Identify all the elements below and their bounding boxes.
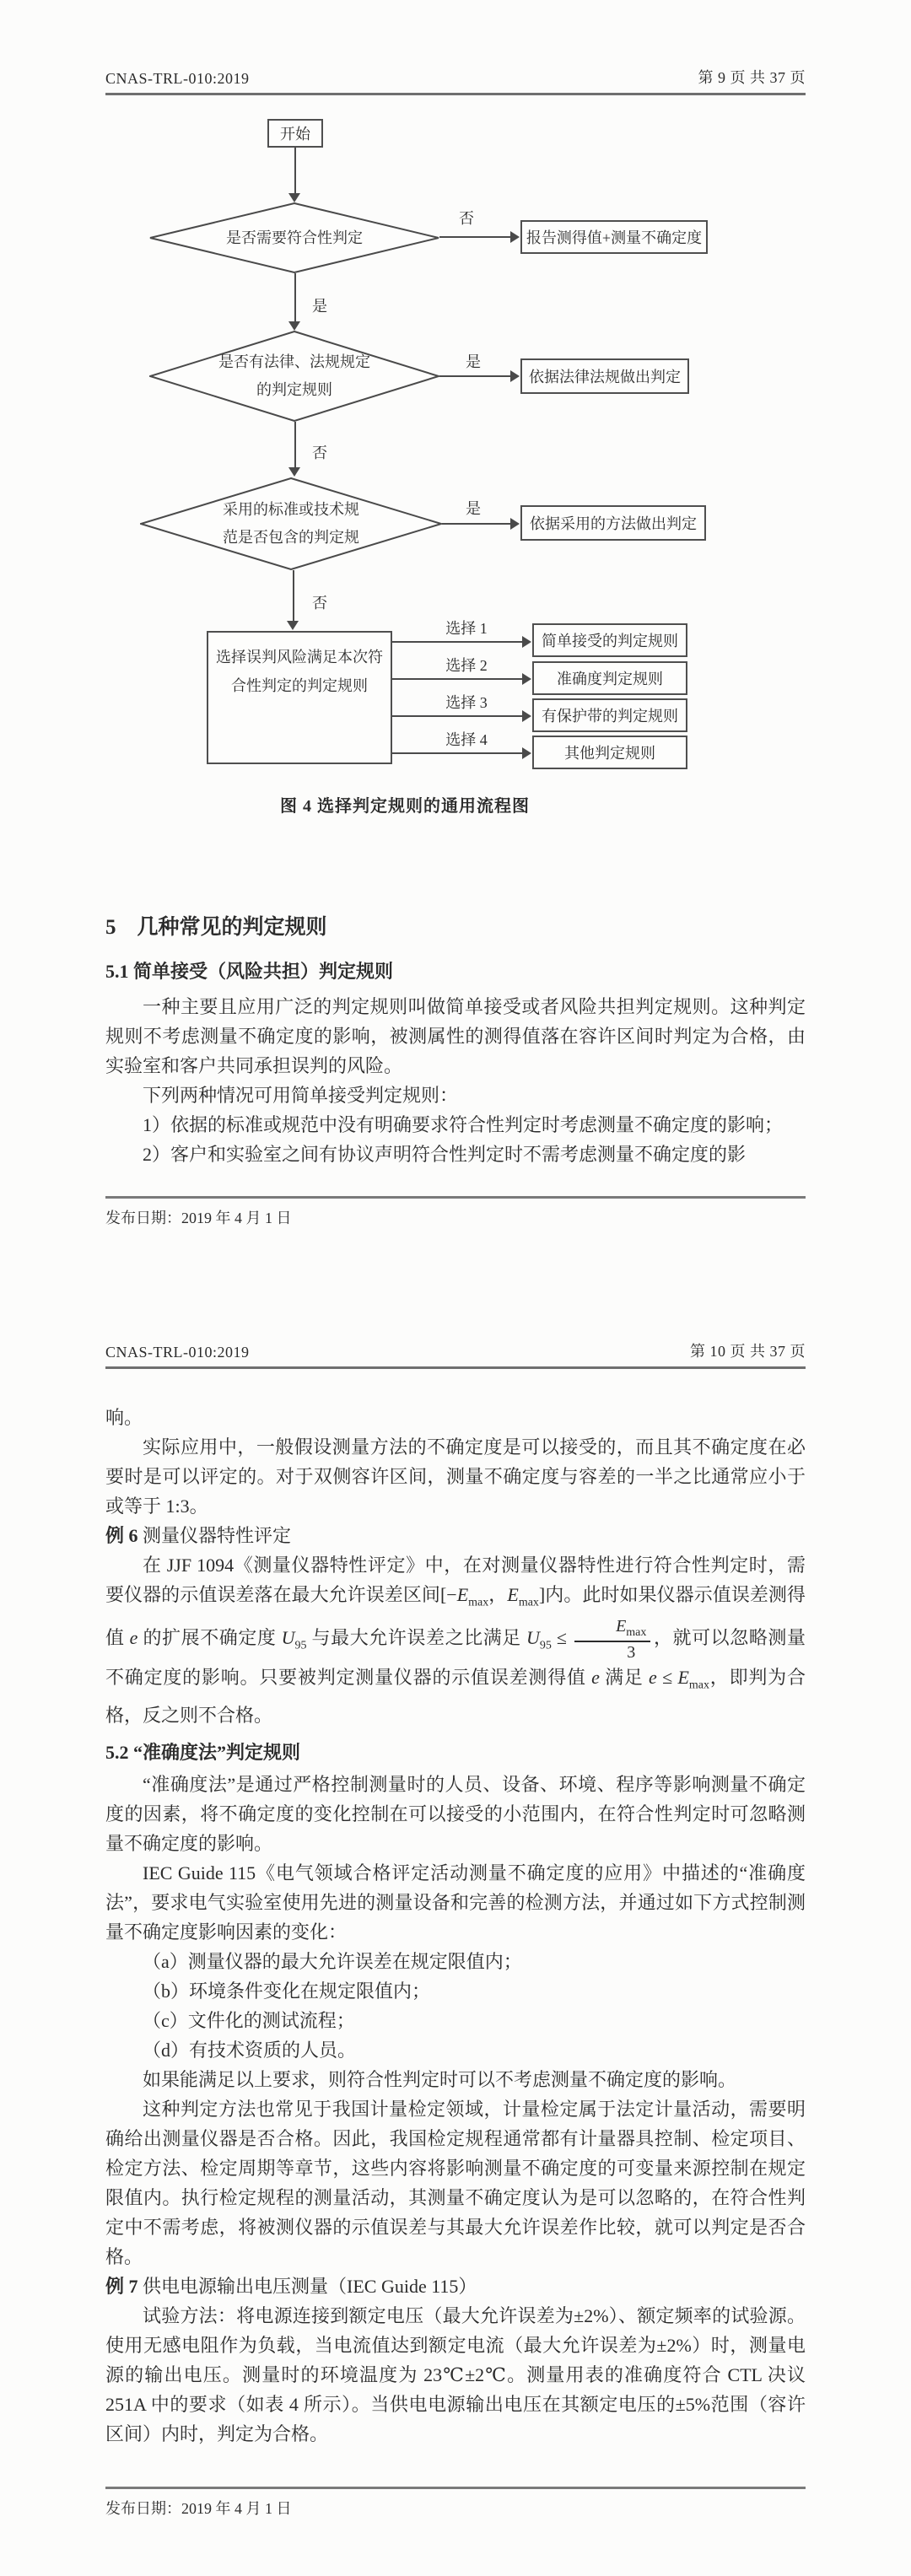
connector-line bbox=[439, 236, 512, 238]
math-subscript: max bbox=[518, 1596, 539, 1609]
paragraph-continuation: 响。 bbox=[105, 1407, 143, 1428]
paragraph: 下列两种情况可用简单接受判定规则： bbox=[143, 1085, 459, 1106]
connector-line bbox=[293, 570, 294, 622]
example-7-heading bbox=[105, 2272, 806, 2301]
connector-line bbox=[392, 752, 524, 754]
decision-standard-rules bbox=[140, 477, 442, 570]
doc-number: CNAS-TRL-010:2019 bbox=[105, 70, 250, 87]
branch-yes-label: 是 bbox=[312, 298, 327, 315]
fraction-numerator bbox=[574, 1617, 650, 1642]
math-symbol-U: U bbox=[526, 1627, 540, 1649]
paragraph: “准确度法”是通过严格控制测量时的人员、设备、环境、程序等影响测量不确定度的因素，将不确定度的变化控制在可以接受的小范围内，在符合性判定时可忽略测量不确定度的影响。 bbox=[105, 1773, 806, 1854]
page-9 bbox=[0, 0, 911, 1274]
paragraph: 试验方法：将电源连接到额定电压（最大允许误差为±2%）、额定频率的试验源。使用无感电阻作为负载，当电流值达到额定电流（最大允许误差为±2%）时，测量电源的输出电压。测量时的环境温度为 23℃±2℃。测量用表的准确度符合 CTL 决议 251A 中的要求（如表 4 所示）。当供电电源输出电压在其额定电压的±5%范围（容许区间）内时，判定为合格。 bbox=[105, 2304, 806, 2444]
header-rule bbox=[105, 1366, 806, 1369]
rule-box-accuracy-label: 准确度判定规则 bbox=[557, 671, 663, 687]
rule-box-simple-accept bbox=[532, 623, 687, 657]
rule-box-accuracy bbox=[532, 661, 687, 695]
page-9-header bbox=[105, 0, 806, 88]
result-box-method bbox=[520, 505, 706, 541]
result-box-report-label: 报告测得值+测量不确定度 bbox=[526, 229, 703, 246]
example-7-title: 供电电源输出电压测量（IEC Guide 115） bbox=[143, 2275, 477, 2297]
math-subscript: max bbox=[468, 1596, 489, 1609]
math-subscript: max bbox=[688, 1679, 710, 1692]
math-symbol-E: E bbox=[507, 1584, 519, 1605]
connector-line bbox=[392, 678, 524, 680]
connector-line bbox=[442, 523, 512, 525]
connector-line bbox=[439, 375, 512, 377]
paragraph: 如果能满足以上要求，则符合性判定时可以不考虑测量不确定度的影响。 bbox=[143, 2068, 737, 2090]
math-symbol-e: e bbox=[591, 1667, 600, 1689]
publish-date: 发布日期：2019 年 4 月 1 日 bbox=[105, 1210, 292, 1226]
fraction-denominator: 3 bbox=[627, 1643, 636, 1663]
section-5-2-title: 5.2 “准确度法”判定规则 bbox=[105, 1741, 301, 1763]
result-box-law-label: 依据法律法规做出判定 bbox=[529, 369, 681, 385]
page-10-header bbox=[105, 1274, 806, 1361]
math-symbol-E: E bbox=[616, 1617, 627, 1636]
example-6-title: 测量仪器特性评定 bbox=[143, 1525, 292, 1546]
arrow-right-icon bbox=[522, 747, 531, 759]
math-fraction bbox=[574, 1617, 650, 1663]
page-number: 第 9 页 共 37 页 bbox=[698, 69, 806, 86]
math-subscript: 95 bbox=[539, 1639, 552, 1652]
arrow-down-icon bbox=[288, 193, 300, 202]
math-subscript: 95 bbox=[294, 1639, 307, 1652]
arrow-right-icon bbox=[522, 710, 531, 722]
example-7-label: 例 7 bbox=[105, 2275, 138, 2297]
rule-box-guard-band bbox=[532, 698, 687, 732]
text-run: ≤ bbox=[551, 1627, 573, 1649]
text-run: 在 JJF 1094《测量仪器特性评定》中，在对测量仪器特性进行符合性判定时，需要仪器的示值误差落在最大允许误差区间[− bbox=[105, 1555, 806, 1605]
branch-no-label: 否 bbox=[312, 595, 327, 612]
result-box-method-label: 依据采用的方法做出判定 bbox=[530, 515, 697, 532]
select-risk-line1: 选择误判风险满足本次符 bbox=[216, 649, 383, 666]
list-item-2: 2）客户和实验室之间有协议声明符合性判定时不需考虑测量不确定度的影 bbox=[143, 1144, 747, 1165]
list-item-c: （c）文件化的测试流程； bbox=[143, 2009, 355, 2031]
page-10 bbox=[0, 1274, 911, 2576]
choice-3-label: 选择 3 bbox=[445, 694, 488, 711]
branch-no-label: 否 bbox=[459, 210, 474, 227]
example-6-heading bbox=[105, 1521, 806, 1550]
page-number: 第 10 页 共 37 页 bbox=[690, 1343, 806, 1360]
flow-start-node bbox=[267, 119, 323, 148]
decision-need-conformity-label: 是否需要符合性判定 bbox=[226, 229, 363, 246]
choice-1-label: 选择 1 bbox=[445, 620, 488, 637]
list-item-a: （a）测量仪器的最大允许误差在规定限值内； bbox=[143, 1950, 522, 1972]
text-run: ，即判为合格，反之则不合格。 bbox=[105, 1667, 806, 1726]
list-item-d: （d）有技术资质的人员。 bbox=[143, 2039, 357, 2061]
select-risk-line2: 合性判定的判定规则 bbox=[231, 677, 368, 694]
example-6-body bbox=[105, 1550, 806, 1730]
doc-number: CNAS-TRL-010:2019 bbox=[105, 1344, 250, 1361]
text-run: ]内。此时如果仪器示值误差测得值 bbox=[105, 1584, 806, 1649]
rule-box-other bbox=[532, 736, 687, 769]
math-subscript: max bbox=[626, 1626, 647, 1640]
select-risk-rule-box bbox=[207, 631, 392, 764]
connector-line bbox=[294, 273, 296, 322]
section-5-1-title: 5.1 简单接受（风险共担）判定规则 bbox=[105, 961, 394, 982]
result-box-report bbox=[520, 220, 708, 254]
decision-standard-line2: 范是否包含的判定规 bbox=[223, 529, 359, 546]
choice-2-label: 选择 2 bbox=[445, 657, 488, 674]
page-9-footer bbox=[105, 1196, 806, 1228]
arrow-right-icon bbox=[510, 370, 520, 382]
text-run: 与最大允许误差之比满足 bbox=[306, 1627, 526, 1649]
branch-yes-label: 是 bbox=[466, 500, 481, 517]
decision-law-line1: 是否有法律、法规规定 bbox=[218, 353, 370, 370]
text-run: 的扩展不确定度 bbox=[137, 1627, 282, 1649]
arrow-down-icon bbox=[288, 467, 300, 477]
math-symbol-U: U bbox=[281, 1627, 295, 1649]
flowchart-figure4 bbox=[84, 117, 725, 826]
text-run: ， bbox=[488, 1584, 508, 1605]
math-symbol-e: e bbox=[129, 1627, 138, 1649]
rule-box-other-label: 其他判定规则 bbox=[564, 745, 655, 762]
connector-line bbox=[294, 148, 296, 195]
math-symbol-E: E bbox=[456, 1584, 469, 1605]
flow-start-label: 开始 bbox=[280, 126, 310, 143]
paragraph: 实际应用中，一般假设测量方法的不确定度是可以接受的，而且其不确定度在必要时是可以评定的。对于双侧容许区间，测量不确定度与容差的一半之比通常应小于或等于 1:3。 bbox=[105, 1436, 806, 1517]
text-run: ，就可以忽略测量不确定度的影响。只要被判定测量仪器的示值误差测得值 bbox=[105, 1627, 806, 1689]
decision-need-conformity bbox=[149, 202, 439, 273]
header-rule bbox=[105, 93, 806, 95]
page-10-footer bbox=[105, 2487, 806, 2519]
math-symbol-e: e bbox=[649, 1667, 657, 1689]
arrow-right-icon bbox=[510, 518, 520, 530]
branch-yes-label: 是 bbox=[466, 353, 481, 370]
connector-line bbox=[294, 422, 296, 468]
decision-law-rules bbox=[149, 331, 439, 422]
paragraph: IEC Guide 115《电气领域合格评定活动测量不确定度的应用》中描述的“准确度法”，要求电气实验室使用先进的测量设备和完善的检测方法，并通过如下方式控制测量不确定度影响因素的变化： bbox=[105, 1862, 806, 1943]
arrow-right-icon bbox=[510, 231, 520, 243]
list-item-1: 1）依据的标准或规范中没有明确要求符合性判定时考虑测量不确定度的影响； bbox=[143, 1114, 784, 1135]
arrow-right-icon bbox=[522, 673, 531, 685]
paragraph: 一种主要且应用广泛的判定规则叫做简单接受或者风险共担判定规则。这种判定规则不考虑测量不确定度的影响，被测属性的测得值落在容许区间时判定为合格，由实验室和客户共同承担误判的风险。 bbox=[105, 996, 806, 1076]
choice-4-label: 选择 4 bbox=[445, 731, 488, 748]
paragraph: 这种判定方法也常见于我国计量检定领域，计量检定属于法定计量活动，需要明确给出测量仪器是否合格。因此，我国检定规程通常都有计量器具控制、检定项目、检定方法、检定周期等章节，这些内容将影响测量不确定度的可变量来源控制在规定限值内。执行检定规程的测量活动，其测量不确定度认为是可以忽略的，在符合性判定中不需考虑，将被测仪器的示值误差与其最大允许误差作比较，就可以判定是否合格。 bbox=[105, 2098, 806, 2267]
publish-date: 发布日期：2019 年 4 月 1 日 bbox=[105, 2500, 292, 2517]
figure4-caption: 图 4 选择判定规则的通用流程图 bbox=[280, 797, 530, 816]
section-5-title: 5 几种常见的判定规则 bbox=[105, 916, 327, 939]
text-run: 满足 bbox=[599, 1667, 650, 1689]
text-run: ≤ bbox=[656, 1667, 678, 1689]
rule-box-simple-accept-label: 简单接受的判定规则 bbox=[542, 633, 678, 649]
branch-no-label: 否 bbox=[312, 445, 327, 461]
decision-law-line2: 的判定规则 bbox=[256, 381, 332, 398]
list-item-b: （b）环境条件变化在规定限值内； bbox=[143, 1980, 431, 2002]
example-6-label: 例 6 bbox=[105, 1525, 138, 1546]
math-symbol-E: E bbox=[677, 1667, 689, 1689]
connector-line bbox=[392, 715, 524, 717]
result-box-law bbox=[520, 358, 689, 394]
arrow-down-icon bbox=[288, 321, 300, 331]
arrow-right-icon bbox=[522, 636, 531, 648]
connector-line bbox=[392, 641, 524, 643]
arrow-down-icon bbox=[287, 621, 299, 630]
rule-box-guard-band-label: 有保护带的判定规则 bbox=[542, 708, 678, 725]
decision-standard-line1: 采用的标准或技术规 bbox=[223, 501, 359, 518]
